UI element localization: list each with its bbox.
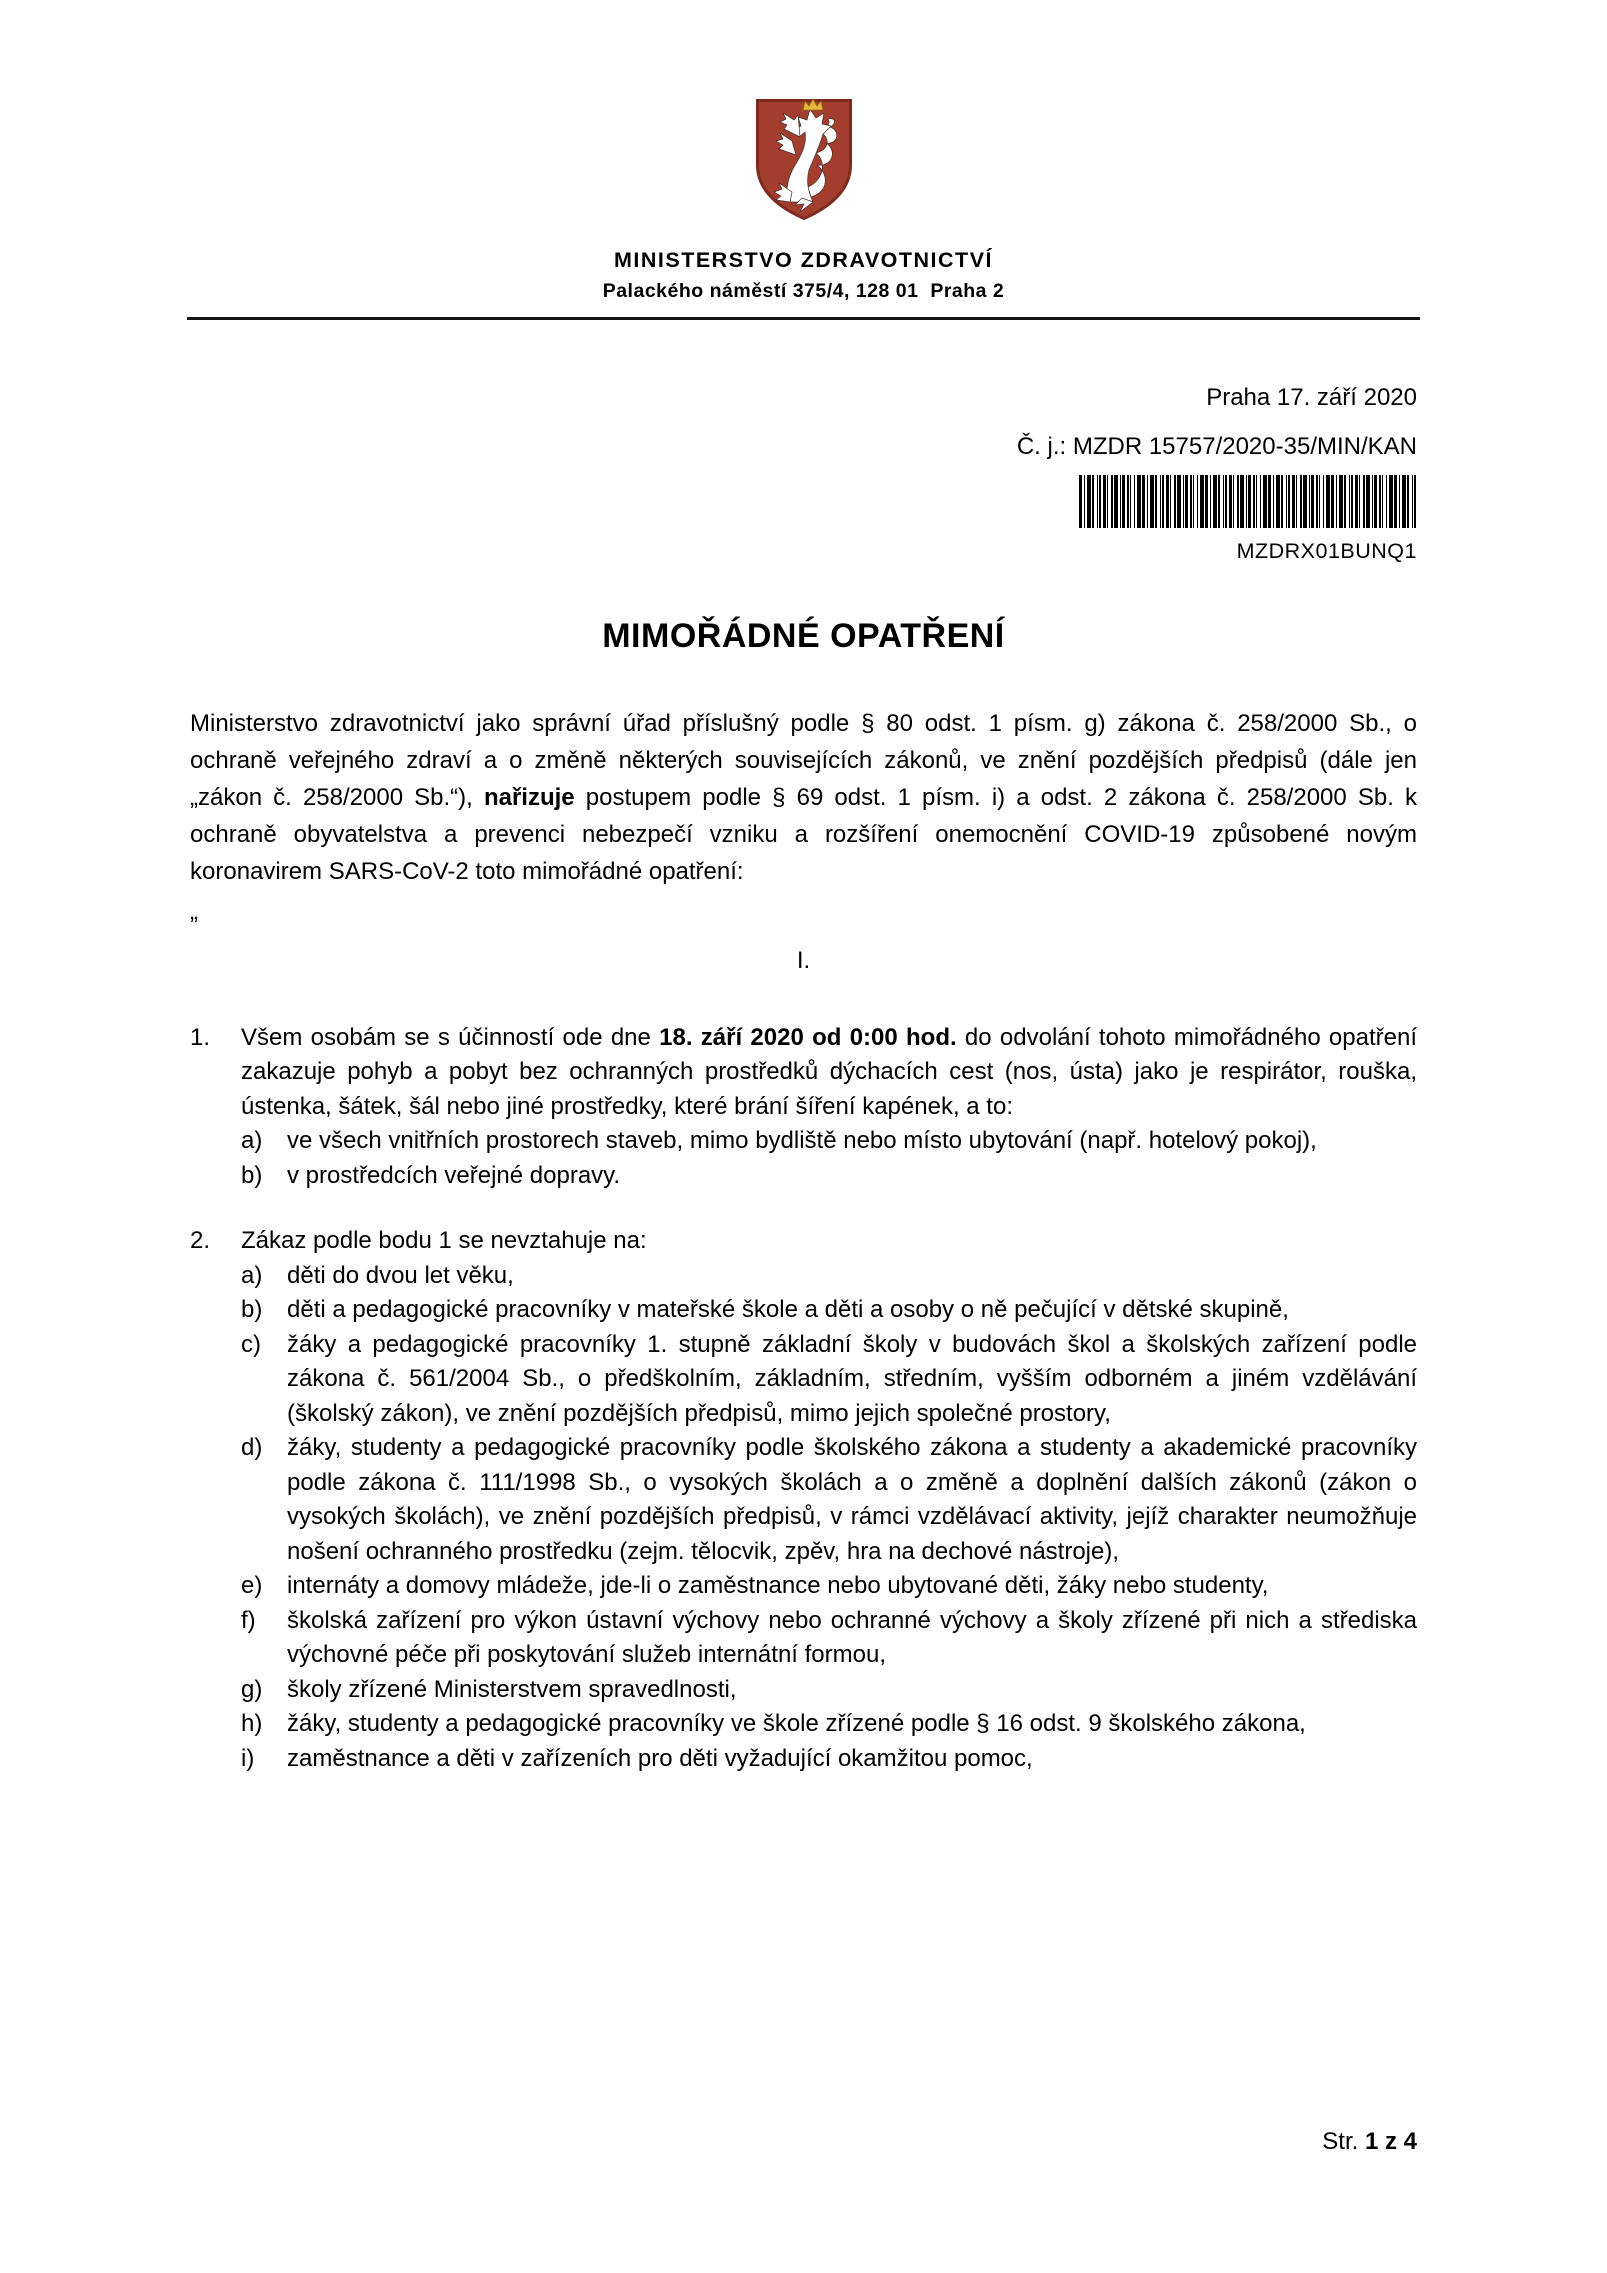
- list-marker: 2.: [190, 1227, 211, 1254]
- list-subitem-2a: [241, 1259, 1417, 1294]
- list-subitem-1b: [241, 1159, 1417, 1194]
- list-marker: e): [241, 1572, 263, 1599]
- list-marker: g): [241, 1675, 263, 1703]
- reference-number: Č. j.: MZDR 15757/2020-35/MIN/KAN: [1016, 432, 1417, 460]
- list-subitem-2f: [241, 1604, 1417, 1673]
- intro-paragraph: Ministerstvo zdravotnictví jako správní úřad příslušný podle § 80 odst. 1 písm. g) zákona č. 258/2000 Sb., o ochraně veřejného zdraví a o změně některých souvisejících zákonů, ve znění pozdějších předpisů (dále jen „zákon č. 258/2000 Sb.“), nařizuje postupem podle § 69 odst. 1 písm. i) a odst. 2 zákona č. 258/2000 Sb. k ochraně obyvatelstva a prevenci nebezpečí vzniku a rozšíření onemocnění COVID-19 způsobené novým koronavirem SARS-CoV-2 toto mimořádné opatření:: [190, 709, 1417, 885]
- list-marker: b): [241, 1161, 263, 1189]
- list-subitem-text: děti do dvou let věku,: [287, 1261, 514, 1289]
- list-marker: a): [241, 1261, 263, 1289]
- list-subitem-2e: [241, 1569, 1417, 1604]
- header-divider: [187, 317, 1420, 320]
- list-marker: a): [241, 1127, 263, 1154]
- list-subitem-1a: [241, 1124, 1417, 1159]
- list-subitem-2d: [241, 1431, 1417, 1569]
- stray-quote-mark: „: [190, 898, 198, 925]
- list-marker: c): [241, 1330, 261, 1358]
- list-marker: 1.: [190, 1023, 211, 1051]
- list-item-text: Zákaz podle bodu 1 se nevztahuje na:: [241, 1227, 647, 1254]
- barcode-label: MZDRX01BUNQ1: [1236, 538, 1417, 563]
- list-subitem-text: internáty a domovy mládeže, jde-li o zaměstnance nebo ubytované děti, žáky nebo studenty,: [287, 1572, 1269, 1599]
- list-marker: b): [241, 1296, 263, 1323]
- list-subitem-text: žáky a pedagogické pracovníky 1. stupně základní školy v budovách škol a školských zařízení podle zákona č. 561/2004 Sb., o předškolním, základním, středním, vyšším odborném a jiném vzdělávání (školský zákon), ve znění pozdějších předpisů, mimo jejich společné prostory,: [287, 1330, 1417, 1427]
- list-marker: i): [241, 1744, 255, 1772]
- document-title: MIMOŘÁDNÉ OPATŘENÍ: [602, 616, 1005, 655]
- page-number: Str. 1 z 4: [1322, 2128, 1417, 2155]
- list-subitem-text: ve všech vnitřních prostorech staveb, mimo bydliště nebo místo ubytování (např. hotelový pokoj),: [287, 1127, 1317, 1154]
- barcode: [1079, 475, 1417, 528]
- list-marker: d): [241, 1434, 263, 1461]
- list-subitem-text: žáky, studenty a pedagogické pracovníky ve škole zřízené podle § 16 odst. 9 školského zákona,: [287, 1710, 1306, 1737]
- list-subitem-2h: [241, 1707, 1417, 1742]
- list-subitem-text: zaměstnance a děti v zařízeních pro děti vyžadující okamžitou pomoc,: [287, 1744, 1033, 1772]
- list-item-text: Všem osobám se s účinností ode dne 18. září 2020 od 0:00 hod. do odvolání tohoto mimořádného opatření zakazuje pohyb a pobyt bez ochranných prostředků dýchacích cest (nos, ústa) jako je respirátor, rouška, ústenka, šátek, šál nebo jiné prostředky, které brání šíření kapének, a to:: [241, 1023, 1418, 1120]
- list-subitem-text: žáky, studenty a pedagogické pracovníky podle školského zákona a studenty a akademické pracovníky podle zákona č. 111/1998 Sb., o vysokých školách a o změně a doplnění dalších zákonů (zákon o vysokých školách), ve znění pozdějších předpisů, v rámci vzdělávací aktivity, jejíž charakter neumožňuje nošení ochranného prostředku (zejm. tělocvik, zpěv, hra na dechové nástroje),: [287, 1434, 1417, 1565]
- list-subitem-text: děti a pedagogické pracovníky v mateřské škole a děti a osoby o ně pečující v dětské skupině,: [287, 1296, 1289, 1323]
- ministry-name: MINISTERSTVO ZDRAVOTNICTVÍ: [613, 248, 994, 272]
- list-subitem-2i: [241, 1742, 1417, 1777]
- list-subitem-2c: [241, 1328, 1417, 1432]
- list-subitem-text: školská zařízení pro výkon ústavní výchovy nebo ochranné výchovy a školy zřízené při nich a střediska výchovné péče při poskytování služeb internátní formou,: [287, 1606, 1417, 1668]
- czech-coat-of-arms-icon: [754, 0, 854, 222]
- list-item-1: [190, 1021, 1417, 1194]
- section-heading: I.: [796, 946, 811, 974]
- list-subitem-2b: [241, 1293, 1417, 1328]
- list-item-2: [190, 1224, 1417, 1776]
- list-subitem-text: v prostředcích veřejné dopravy.: [287, 1161, 621, 1189]
- place-and-date: Praha 17. září 2020: [1206, 383, 1417, 411]
- list-marker: h): [241, 1710, 263, 1737]
- list-marker: f): [241, 1606, 256, 1634]
- list-subitem-2g: [241, 1673, 1417, 1708]
- list-subitem-text: školy zřízené Ministerstvem spravedlnosti,: [287, 1675, 737, 1703]
- ministry-address: Palackého náměstí 375/4, 128 01 Praha 2: [602, 280, 1005, 302]
